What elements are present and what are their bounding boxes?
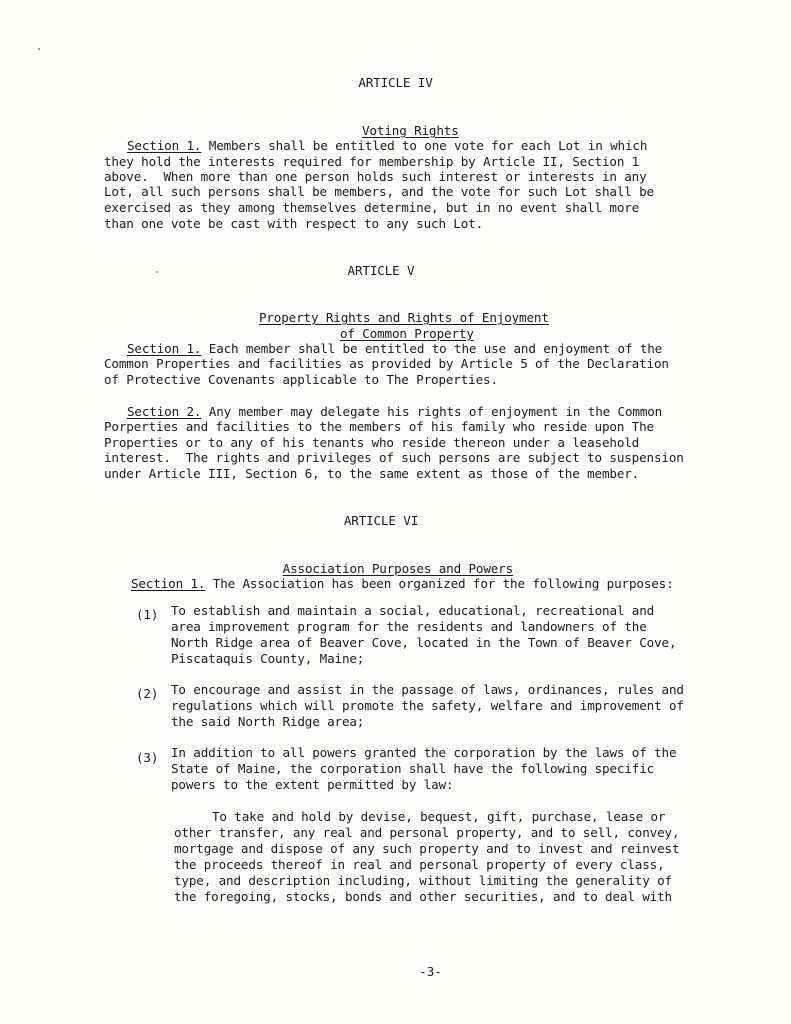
article-6-title: Association Purposes and Powers xyxy=(282,561,514,576)
list-item-number: (1) xyxy=(136,607,159,622)
paragraph-line: Lot, all such persons shall be members, and the vote for such Lot shall be xyxy=(104,184,654,199)
article-5-title-line-2: of Common Property xyxy=(339,326,474,341)
paragraph-line: Properties or to any of his tenants who reside thereon under a leasehold xyxy=(104,435,640,450)
paragraph-line: of Protective Covenants applicable to The Properties. xyxy=(104,372,498,387)
article-4-title: Voting Rights xyxy=(362,123,459,138)
paragraph-line: Common Properties and facilities as provided by Article 5 of the Declaration xyxy=(104,356,669,371)
list-item-line: area improvement program for the residents and landowners of the xyxy=(171,619,647,634)
article-4-section-1-label: Section 1. xyxy=(127,138,202,153)
article-4-section-1-line-1 xyxy=(127,137,647,154)
scan-speck xyxy=(38,48,40,50)
paragraph-line: above. When more than one person holds such interest or interests in any xyxy=(104,169,647,184)
article-5-section-1-text: Each member shall be entitled to the use and enjoyment of the xyxy=(201,341,663,356)
article-5-section-2-text: Any member may delegate his rights of enjoyment in the Common xyxy=(201,404,663,419)
list-item-line: powers to the extent permitted by law: xyxy=(171,777,454,792)
article-5-section-1-label: Section 1. xyxy=(127,341,202,356)
list-item-line: Piscataquis County, Maine; xyxy=(171,651,365,666)
list-item-number: (3) xyxy=(136,750,159,765)
article-4-heading: ARTICLE IV xyxy=(358,75,433,90)
powers-line: mortgage and dispose of any such property and to invest and reinvest xyxy=(174,841,680,856)
powers-line: type, and description including, without limiting the generality of xyxy=(174,873,672,888)
list-item-number: (2) xyxy=(136,686,159,701)
powers-line: the foregoing, stocks, bonds and other securities, and to deal with xyxy=(174,889,672,904)
paragraph-line: exercised as they among themselves determine, but in no event shall more xyxy=(104,200,640,215)
paragraph-line: under Article III, Section 6, to the same extent as those of the member. xyxy=(104,466,640,481)
paragraph-line: they hold the interests required for membership by Article II, Section 1 xyxy=(104,154,640,169)
article-5-section-2-label: Section 2. xyxy=(127,404,202,419)
article-5-title-line-1: Property Rights and Rights of Enjoyment xyxy=(258,310,549,325)
article-6-section-1-line xyxy=(131,575,674,592)
list-item-line: State of Maine, the corporation shall have the following specific xyxy=(171,761,655,776)
page-number: -3- xyxy=(419,964,442,979)
list-item-line: North Ridge area of Beaver Cove, located in the Town of Beaver Cove, xyxy=(171,635,677,650)
powers-line: To take and hold by devise, bequest, gift, purchase, lease or xyxy=(212,809,666,824)
article-4-section-1-text: Members shall be entitled to one vote for each Lot in which xyxy=(201,138,648,153)
article-6-section-1-text: The Association has been organized for the following purposes: xyxy=(205,576,674,591)
powers-line: other transfer, any real and personal property, and to sell, convey, xyxy=(174,825,680,840)
paragraph-line: interest. The rights and privileges of such persons are subject to suspension xyxy=(104,450,684,465)
article-5-heading: ARTICLE V xyxy=(347,263,415,278)
list-item-line: regulations which will promote the safety, welfare and improvement of xyxy=(171,698,684,713)
article-6-section-1-label: Section 1. xyxy=(131,576,206,591)
list-item-line: In addition to all powers granted the corporation by the laws of the xyxy=(171,745,677,760)
paragraph-line: than one vote be cast with respect to any such Lot. xyxy=(104,216,484,231)
list-item-line: To encourage and assist in the passage of laws, ordinances, rules and xyxy=(171,682,684,697)
list-item-line: the said North Ridge area; xyxy=(171,714,365,729)
paragraph-line: Porperties and facilities to the members of his family who reside upon The xyxy=(104,419,654,434)
list-item-line: To establish and maintain a social, educational, recreational and xyxy=(171,603,655,618)
article-6-heading: ARTICLE VI xyxy=(343,513,419,528)
powers-line: the proceeds thereof in real and personal property of every class, xyxy=(174,857,665,872)
